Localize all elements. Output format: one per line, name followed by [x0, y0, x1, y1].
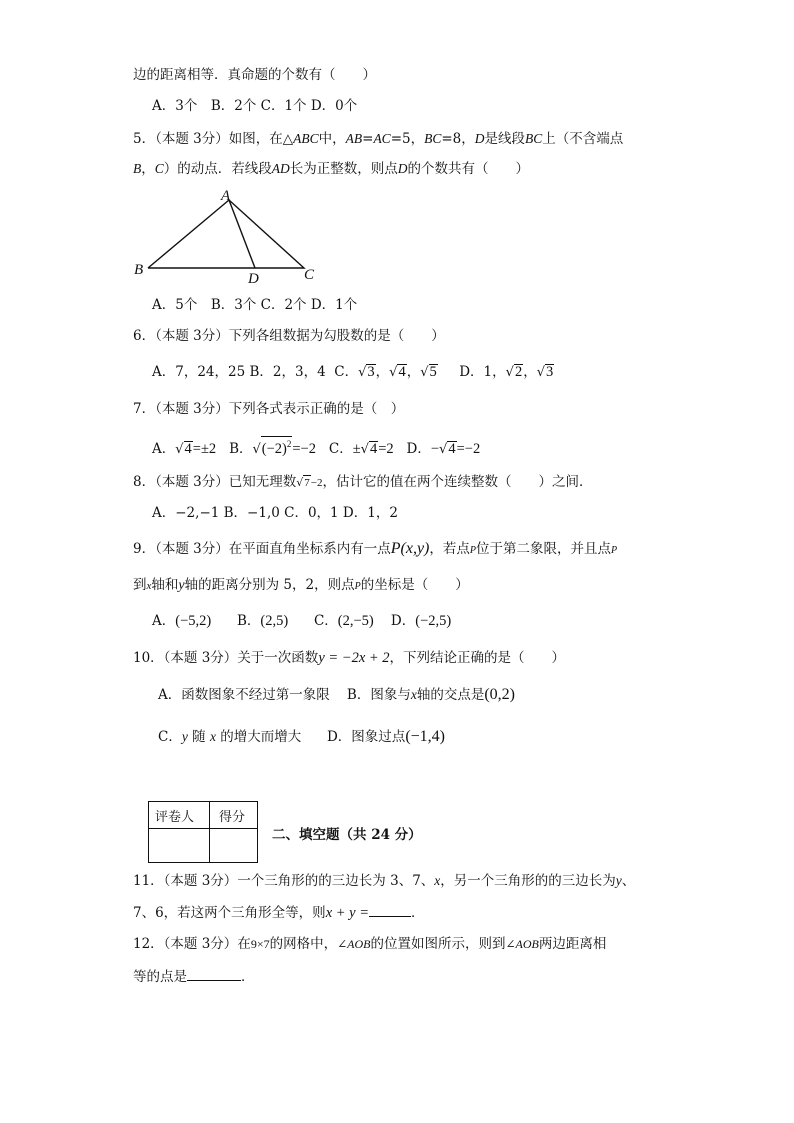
- q12-line2: 等的点是 ．: [133, 966, 255, 986]
- triangle-figure: [126, 186, 326, 286]
- q5-line2: B，C）的动点．若线段AD长为正整数，则点D的个数共有（ ）: [133, 161, 530, 177]
- q9-line1: 9．（本题 3分）在平面直角坐标系内有一点P(x,y)，若点P位于第二象限，并且点P: [133, 540, 618, 557]
- q10-options-ab: A．函数图象不经过第一象限 B．图象与x轴的交点是(0,2): [158, 686, 515, 703]
- score-table-grader: 评卷人: [155, 810, 195, 825]
- q11-line1: 11．（本题 3分）一个三角形的的三边长为 3、7、x，另一个三角形的的三边长为y、: [133, 873, 636, 889]
- q6-number: 6．（本题 3分）: [133, 328, 229, 344]
- q5-number: 5．（本题 3分）: [133, 131, 229, 147]
- q4-continuation: 边的距离相等．真命题的个数有（ ）: [133, 67, 376, 83]
- label-a: A: [221, 188, 231, 204]
- q11-number: 11．（本题 3分）: [133, 873, 238, 889]
- q7-options: A．√4=±2 B．$√(-2)^2=-2$ C．±√4=2 D．−√4=−2: [152, 436, 480, 459]
- q9-number: 9．（本题 3分）: [133, 541, 229, 557]
- q7-number: 7．（本题 3分）: [133, 401, 229, 417]
- q10-line1: 10．（本题 3分）关于一次函数y = −2x + 2，下列结论正确的是（ ）: [133, 650, 566, 666]
- q6-options: A．7，24，25 B．2，3，4 C．√3，√4，√5 D．1，√2，√3: [152, 364, 554, 380]
- q7-line1: 7．（本题 3分）下列各式表示正确的是（ ）: [133, 401, 405, 417]
- q12-line1: 12．（本题 3分）在9×7的网格中，∠AOB的位置如图所示，则到∠AOB两边距离相: [133, 936, 607, 952]
- score-table: [148, 801, 258, 863]
- q5-line1: 5．（本题 3分）如图，在△ABC中，AB=AC=5，BC=8，D是线段BC上（不含端点: [133, 131, 624, 147]
- score-table-score: 得分: [219, 810, 246, 825]
- score-table-divider: [209, 802, 210, 862]
- score-table-rule: [149, 828, 257, 829]
- q9-options: A．(−5,2) B．(2,5) C．(2,−5) D．(−2,5): [152, 613, 452, 629]
- label-b: B: [134, 262, 144, 278]
- q5-options: A．5个 B．3个 C．2个 D．1个: [152, 297, 358, 313]
- answer-blank-q11[interactable]: [369, 902, 411, 917]
- q9-line2: 到x轴和y轴的距离分别为 5，2，则点P的坐标是（ ）: [133, 577, 469, 593]
- q8-number: 8．（本题 3分）: [133, 474, 229, 490]
- label-d: D: [248, 271, 259, 286]
- q10-options-cd: C．y 随 x 的增大而增大 D．图象过点(−1,4): [158, 728, 445, 745]
- segment-ad: [229, 200, 255, 268]
- q11-line2: 7、6，若这两个三角形全等，则x + y = ．: [133, 902, 425, 922]
- q6-line1: 6．（本题 3分）下列各组数据为勾股数的是（ ）: [133, 328, 445, 344]
- q4-options: A．3个 B．2个 C．1个 D．0个: [152, 98, 358, 114]
- q12-number: 12．（本题 3分）: [133, 936, 238, 952]
- q8-options: A．−2,−1 B．−1,0 C．0，1 D．1，2: [152, 505, 398, 521]
- triangle-edges: [148, 200, 304, 268]
- q8-line1: 8．（本题 3分）已知无理数√7−2，估计它的值在两个连续整数（ ）之间．: [133, 474, 593, 490]
- q10-number: 10．（本题 3分）: [133, 650, 238, 666]
- section-heading: 二、填空题（共 24 分）: [272, 827, 422, 843]
- answer-blank-q12[interactable]: [187, 966, 241, 981]
- label-c: C: [304, 267, 315, 283]
